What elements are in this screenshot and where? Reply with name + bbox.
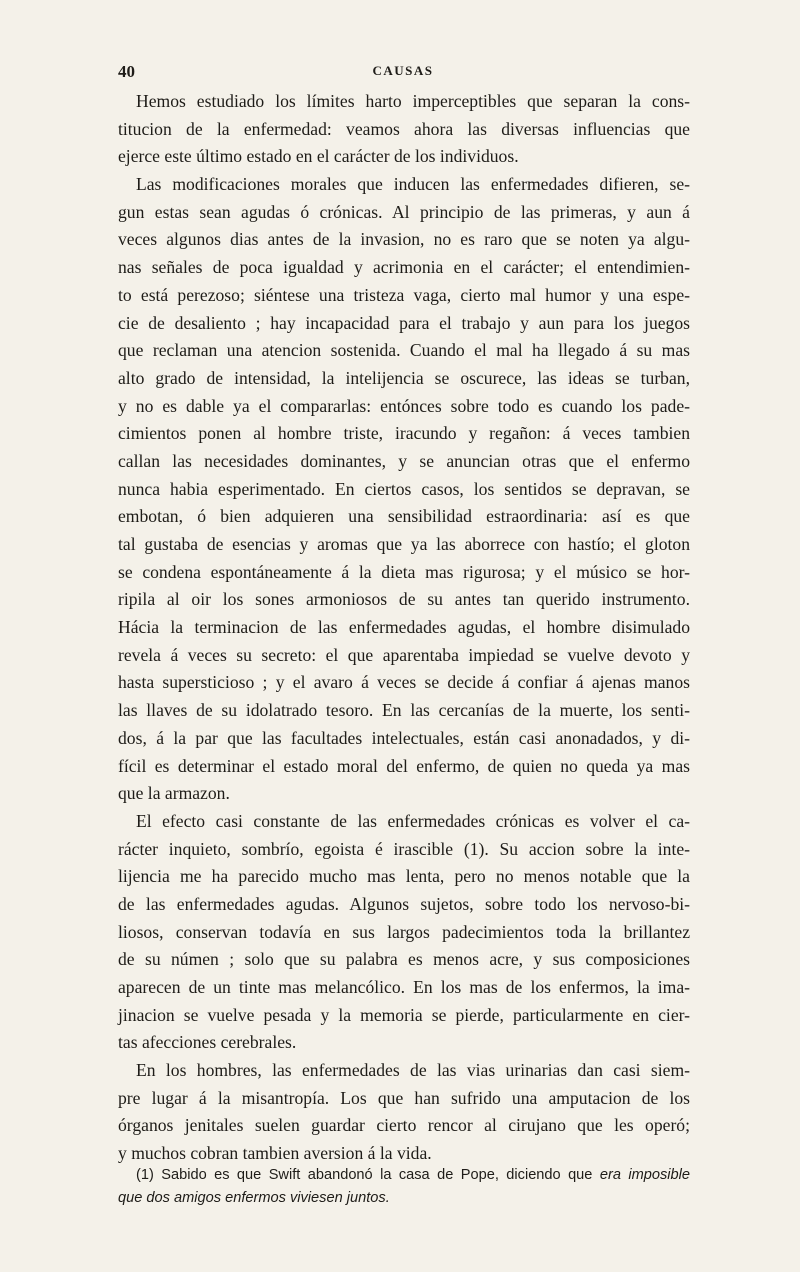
text-line: El efecto casi constante de las enfermedades crónicas es volver el ca-	[136, 810, 690, 831]
text-line: de su númen ; solo que su palabra es menos acre, y sus composiciones	[118, 949, 690, 970]
footnote-line: que dos amigos enfermos viviesen juntos.	[118, 1190, 390, 1206]
page-header	[118, 62, 688, 88]
text-line: aparecen de un tinte mas melancólico. En los mas de los enfermos, la ima-	[118, 977, 690, 997]
text-line: cie de desaliento ; hay incapacidad para el trabajo y aun para los juegos	[118, 312, 690, 333]
text-line: liosos, conservan todavía en sus largos padecimientos toda la brillantez	[118, 921, 690, 942]
text-line: se condena espontáneamente á la dieta mas rigurosa; y el músico se hor-	[118, 561, 690, 582]
text-line: y muchos cobran tambien aversion á la vida.	[118, 1143, 432, 1164]
text-line: órganos jenitales suelen guardar cierto rencor al cirujano que les operó;	[118, 1115, 690, 1136]
text-line: callan las necesidades dominantes, y se anuncian otras que el enfermo	[118, 450, 690, 471]
text-line: Las modificaciones morales que inducen las enfermedades difieren, se-	[136, 174, 690, 195]
text-line: nunca habia esperimentado. En ciertos casos, los sentidos se depravan, se	[118, 478, 690, 499]
text-line: embotan, ó bien adquieren una sensibilidad estraordinaria: así es que	[118, 506, 690, 527]
text-line: lijencia me ha parecido mucho mas lenta, pero no menos notable que la	[118, 866, 690, 887]
text-line: to está perezoso; siéntese una tristeza vaga, cierto mal humor y una espe-	[118, 284, 690, 305]
text-line: dos, á la par que las facultades intelectuales, están casi anonadados, y di-	[118, 727, 690, 748]
body-text	[118, 88, 690, 1168]
text-line: ejerce este último estado en el carácter de los individuos.	[118, 146, 519, 167]
text-line: fícil es determinar el estado moral del enfermo, de quien no queda ya mas	[118, 755, 690, 776]
paragraph	[118, 171, 690, 808]
text-line: revela á veces su secreto: el que aparentaba impiedad se vuelve devoto y	[118, 644, 690, 665]
paragraph	[118, 808, 690, 1057]
text-line: titucion de la enfermedad: veamos ahora las diversas influencias que	[118, 118, 690, 139]
footnote-line	[118, 1164, 690, 1187]
text-line: Hácia la terminacion de las enfermedades agudas, el hombre disimulado	[118, 617, 690, 638]
paragraph	[118, 1057, 690, 1168]
footnote	[118, 1164, 690, 1210]
text-line: alto grado de intensidad, la intelijencia se oscurece, las ideas se turban,	[118, 367, 690, 388]
text-line: que reclaman una atencion sostenida. Cuando el mal ha llegado á su mas	[118, 340, 690, 361]
text-line: hasta supersticioso ; y el avaro á veces se decide á confiar á ajenas manos	[118, 672, 690, 693]
text-line: y no es dable ya el compararlas: entónces sobre todo es cuando los pade-	[118, 395, 690, 416]
running-head: CAUSAS	[372, 63, 434, 78]
text-line: jinacion se vuelve pesada y la memoria se pierde, particularmente en cier-	[118, 1004, 690, 1025]
footnote-italic-text: era imposible	[599, 1167, 690, 1183]
footnote-text: (1) Sabido es que Swift abandonó la casa de Pope, diciendo que	[136, 1167, 593, 1183]
text-line: nas señales de poca igualdad y acrimonia en el carácter; el entendimien-	[118, 257, 690, 278]
page-number: 40	[118, 62, 135, 81]
text-line: En los hombres, las enfermedades de las vias urinarias dan casi siem-	[136, 1060, 690, 1081]
text-line: que la armazon.	[118, 783, 230, 804]
paragraph	[118, 88, 690, 171]
text-line: tal gustaba de esencias y aromas que ya las aborrece con hastío; el gloton	[118, 534, 690, 554]
text-line: de las enfermedades agudas. Algunos sujetos, sobre todo los nervoso-bi-	[118, 893, 690, 914]
text-line: pre lugar á la misantropía. Los que han sufrido una amputacion de los	[118, 1087, 690, 1108]
text-line: rácter inquieto, sombrío, egoista é irascible (1). Su accion sobre la inte-	[118, 838, 690, 859]
text-line: tas afecciones cerebrales.	[118, 1032, 297, 1053]
text-line: cimientos ponen al hombre triste, iracundo y regañon: á veces tambien	[118, 423, 690, 444]
text-line: Hemos estudiado los límites harto imperceptibles que separan la cons-	[136, 91, 690, 111]
text-line: las llaves de su idolatrado tesoro. En las cercanías de la muerte, los senti-	[118, 700, 690, 721]
text-line: gun estas sean agudas ó crónicas. Al principio de las primeras, y aun á	[118, 201, 690, 222]
text-line: veces algunos dias antes de la invasion, no es raro que se noten ya algu-	[118, 229, 690, 250]
text-line: ripila al oir los sones armoniosos de su antes tan querido instrumento.	[118, 589, 690, 610]
